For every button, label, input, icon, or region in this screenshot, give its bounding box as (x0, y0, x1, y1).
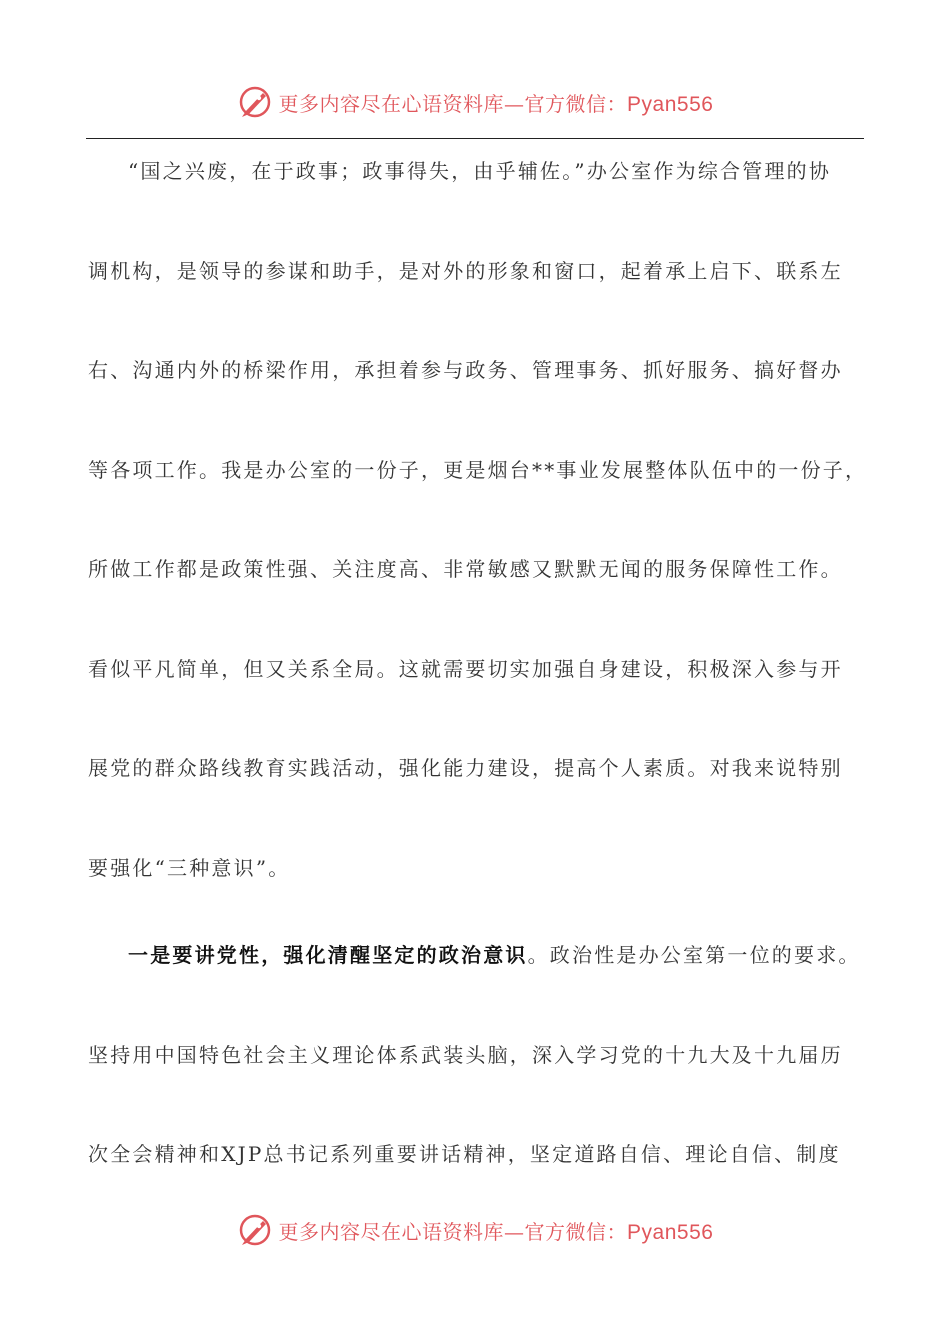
paragraph-line: “国之兴废，在于政事；政事得失，由乎辅佐。”办公室作为综合管理的协 (128, 159, 832, 183)
header-divider (86, 138, 864, 139)
paragraph-line: 右、沟通内外的桥梁作用，承担着参与政务、管理事务、抓好服务、搞好督办 (88, 358, 843, 382)
banner-text: 更多内容尽在心语资料库—官方微信：Pyan556 (278, 91, 714, 116)
pen-circle-icon (237, 84, 273, 120)
paragraph-line: 展党的群众路线教育实践活动，强化能力建设，提高个人素质。对我来说特别 (88, 756, 843, 780)
paragraph-line: 调机构，是领导的参谋和助手，是对外的形象和窗口，起着承上启下、联系左 (88, 258, 843, 283)
wechat-id: Pyan556 (627, 92, 714, 116)
paragraph-line: 要强化“三种意识”。 (88, 855, 291, 880)
paragraph-line: 看似平凡简单，但又关系全局。这就需要切实加强自身建设，积极深入参与开 (88, 656, 843, 681)
section-first-line (88, 930, 864, 1030)
header-banner (0, 84, 950, 120)
footer-banner (0, 1212, 950, 1248)
document-body (88, 146, 868, 1229)
section-heading: 一是要讲党性，强化清醒坚定的政治意识 (128, 943, 528, 967)
paragraph-line: 次全会精神和XJP总书记系列重要讲话精神，坚定道路自信、理论自信、制度 (88, 1142, 841, 1166)
paragraph-line: 坚持用中国特色社会主义理论体系武装头脑，深入学习党的十九大及十九届历 (88, 1042, 843, 1067)
paragraph-line: 所做工作都是政策性强、关注度高、非常敏感又默默无闻的服务保障性工作。 (88, 557, 843, 581)
wechat-id: Pyan556 (627, 1220, 714, 1244)
section-heading-tail: 。政治性是办公室第一位的要求。 (527, 943, 861, 967)
banner-text: 更多内容尽在心语资料库—官方微信：Pyan556 (278, 1219, 714, 1244)
pen-circle-icon (237, 1212, 273, 1248)
paragraph-line: 等各项工作。我是办公室的一份子，更是烟台**事业发展整体队伍中的一份子， (88, 457, 868, 482)
